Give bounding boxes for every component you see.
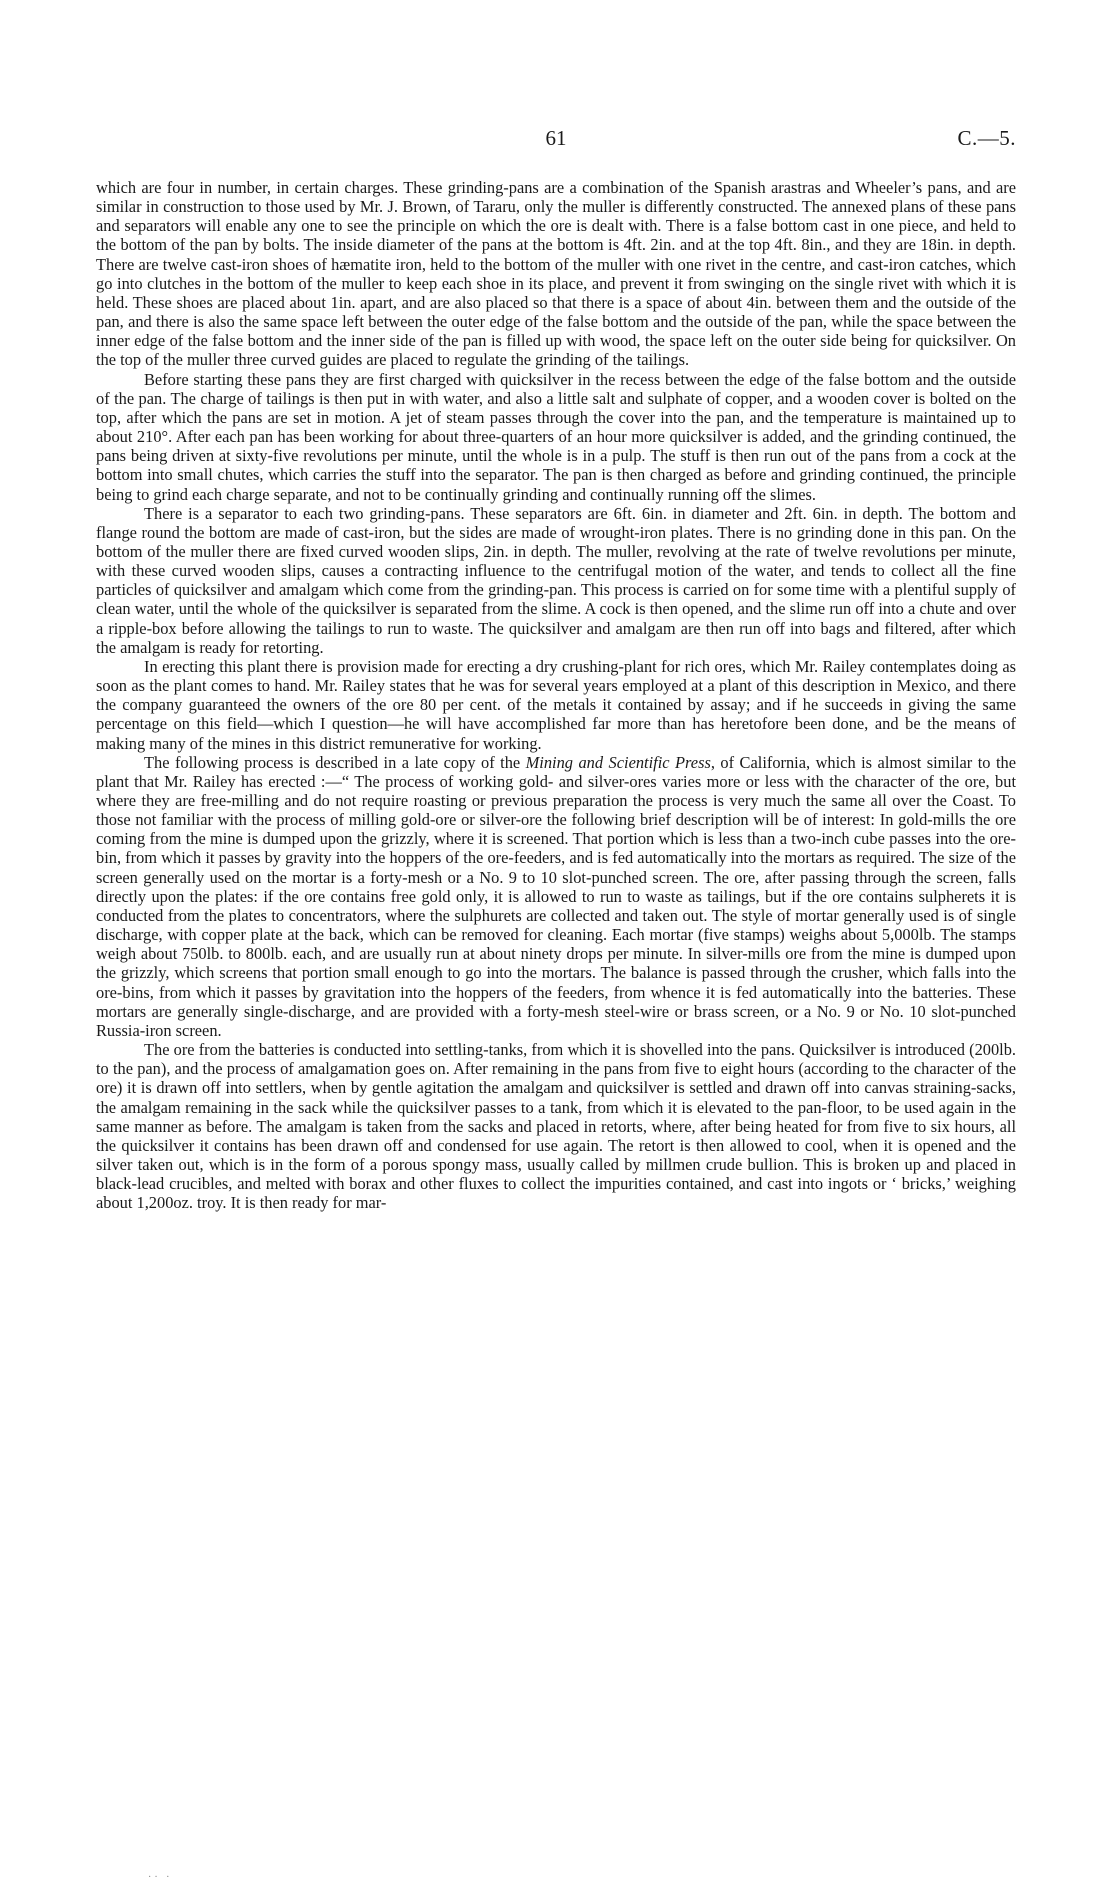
paragraph-5-text-before: The following process is described in a late copy of the xyxy=(144,752,526,772)
paragraph-2: Before starting these pans they are first charged with quicksilver in the recess between the edge of the false bottom and the outside of the pan. The charge of tailings is then put in with water, and also a little salt and sulphate of copper, and a wooden cover is bolted on the top, after which the pans are set in motion. A jet of steam passes through the cover into the pan, and the temperature is maintained up to about 210°. After each pan has been working for about three-quarters of an hour more quicksilver is added, and the grinding continued, the pans being driven at sixty-five revolutions per minute, until the whole is in a pulp. The stuff is then run out of the pans from a cock at the bottom into small chutes, which carries the stuff into the separator. The pan is then charged as before and grinding continued, the principle being to grind each charge separate, and not to be continually grinding and continually running off the slimes. xyxy=(96,369,1016,504)
paragraph-6: The ore from the batteries is conducted into settling-tanks, from which it is shovelled into the pans. Quicksilver is introduced (200lb. to the pan), and the process of amalgamation goes on. After remaining in the pans from five to eight hours (according to the character of the ore) it is drawn off into settlers, when by gentle agitation the amalgam and quicksilver is settled and drawn off into canvas straining-sacks, the amalgam remaining in the sack while the quicksilver passes to a tank, from which it is elevated to the pan-floor, to be used again in the same manner as before. The amalgam is taken from the sacks and placed in retorts, where, after being heated for from five to six hours, all the quicksilver it contains has been drawn off and condensed for use again. The retort is then allowed to cool, when it is opened and the silver taken out, which is in the form of a porous spongy mass, usually called by millmen crude bullion. This is broken up and placed in black-lead crucibles, and melted with borax and other fluxes to collect the impurities contained, and cast into ingots or ‘ bricks,’ weighing about 1,200oz. troy. It is then ready for mar- xyxy=(96,1040,1016,1213)
footer-mark: ·· · xyxy=(148,1872,173,1883)
body-text xyxy=(96,178,1016,1212)
paragraph-5 xyxy=(96,753,1016,1040)
page-number: 61 xyxy=(545,126,567,150)
paragraph-3: There is a separator to each two grinding-pans. These separators are 6ft. 6in. in diameter and 2ft. 6in. in depth. The bottom and flange round the bottom are made of cast-iron, but the sides are made of wrought-iron plates. There is no grinding done in this pan. On the bottom of the muller there are fixed curved wooden slips, 2in. in depth. The muller, revolving at the rate of twelve revolutions per minute, with these curved wooden slips, causes a contracting influence to the centrifugal motion of the water, and tends to collect all the fine particles of quicksilver and amalgam which come from the grinding-pan. This process is carried on for some time with a plentiful supply of clean water, until the whole of the quicksilver is separated from the slime. A cock is then opened, and the slime run off into a chute and over a ripple-box before allowing the tailings to run to waste. The quicksilver and amalgam are then run off into bags and filtered, after which the amalgam is ready for retorting. xyxy=(96,503,1016,657)
document-reference: C.—5. xyxy=(957,126,1016,150)
paragraph-5-text-after: , of California, which is almost similar to the plant that Mr. Railey has erected :—“ The process of working gold- and silver-ores varies more or less with the character of the ore, but where they are free-milling and do not require roasting or previous preparation the process is very much the same all over the Coast. To those not familiar with the process of milling gold-ore or silver-ore the following brief description will be of interest: In gold-mills the ore coming from the mine is dumped upon the grizzly, where it is screened. That portion which is less than a two-inch cube passes into the ore-bin, from which it passes by gravity into the hoppers of the ore-feeders, and is fed automatically into the mortars as required. The size of the screen generally used on the mortar is a forty-mesh or a No. 9 to 10 slot-punched screen. The ore, after passing through the screen, falls directly upon the plates: if the ore contains free gold only, it is allowed to run to waste as tailings, but if the ore contains sulpherets it is conducted from the plates to concentrators, where the sulphurets are collected and taken out. The style of mortar generally used is of single discharge, with copper plate at the back, which can be removed for cleaning. Each mortar (five stamps) weighs about 5,000lb. The stamps weigh about 750lb. to 800lb. each, and are usually run at about ninety drops per minute. In silver-mills ore from the mine is dumped upon the grizzly, which screens that portion small enough to go into the mortars. The balance is passed through the crusher, which falls into the ore-bins, from which it passes by gravitation into the hoppers of the feeders, from whence it is fed automatically into the batteries. These mortars are generally single-discharge, and are provided with a forty-mesh steel-wire or brass screen, or a No. 9 or No. 10 slot-punched Russia-iron screen. xyxy=(96,752,1017,1040)
publication-title: Mining and Scientific Press xyxy=(525,752,711,772)
paragraph-1: which are four in number, in certain charges. These grinding-pans are a combination of the Spanish arastras and Wheeler’s pans, and are similar in construction to those used by Mr. J. Brown, of Tararu, only the muller is differently constructed. The annexed plans of these pans and separators will enable any one to see the principle on which the ore is dealt with. There is a false bottom cast in one piece, and held to the bottom of the pan by bolts. The inside diameter of the pans at the bottom is 4ft. 2in. and at the top 4ft. 8in., and they are 18in. in depth. There are twelve cast-iron shoes of hæmatite iron, held to the bottom of the muller with one rivet in the centre, and cast-iron catches, which go into clutches in the bottom of the muller to keep each shoe in its place, and prevent it from swinging on the single rivet with which it is held. These shoes are placed about 1in. apart, and are also placed so that there is a space of about 4in. between them and the outside of the pan, and there is also the same space left between the outer edge of the false bottom and the outside of the pan, while the space between the inner edge of the false bottom and the inner side of the pan is filled up with wood, the space left on the outer side being for quicksilver. On the top of the muller three curved guides are placed to regulate the grinding of the tailings. xyxy=(96,178,1016,370)
page-header xyxy=(96,126,1016,156)
paragraph-4: In erecting this plant there is provision made for erecting a dry crushing-plant for rich ores, which Mr. Railey contemplates doing as soon as the plant comes to hand. Mr. Railey states that he was for several years employed at a plant of this description in Mexico, and there the company guaranteed the owners of the ore 80 per cent. of the metals it contained by assay; and if he succeeds in giving the same percentage on this field—which I question—he will have accomplished far more than has heretofore been done, and be the means of making many of the mines in this district remunerative for working. xyxy=(96,656,1016,753)
